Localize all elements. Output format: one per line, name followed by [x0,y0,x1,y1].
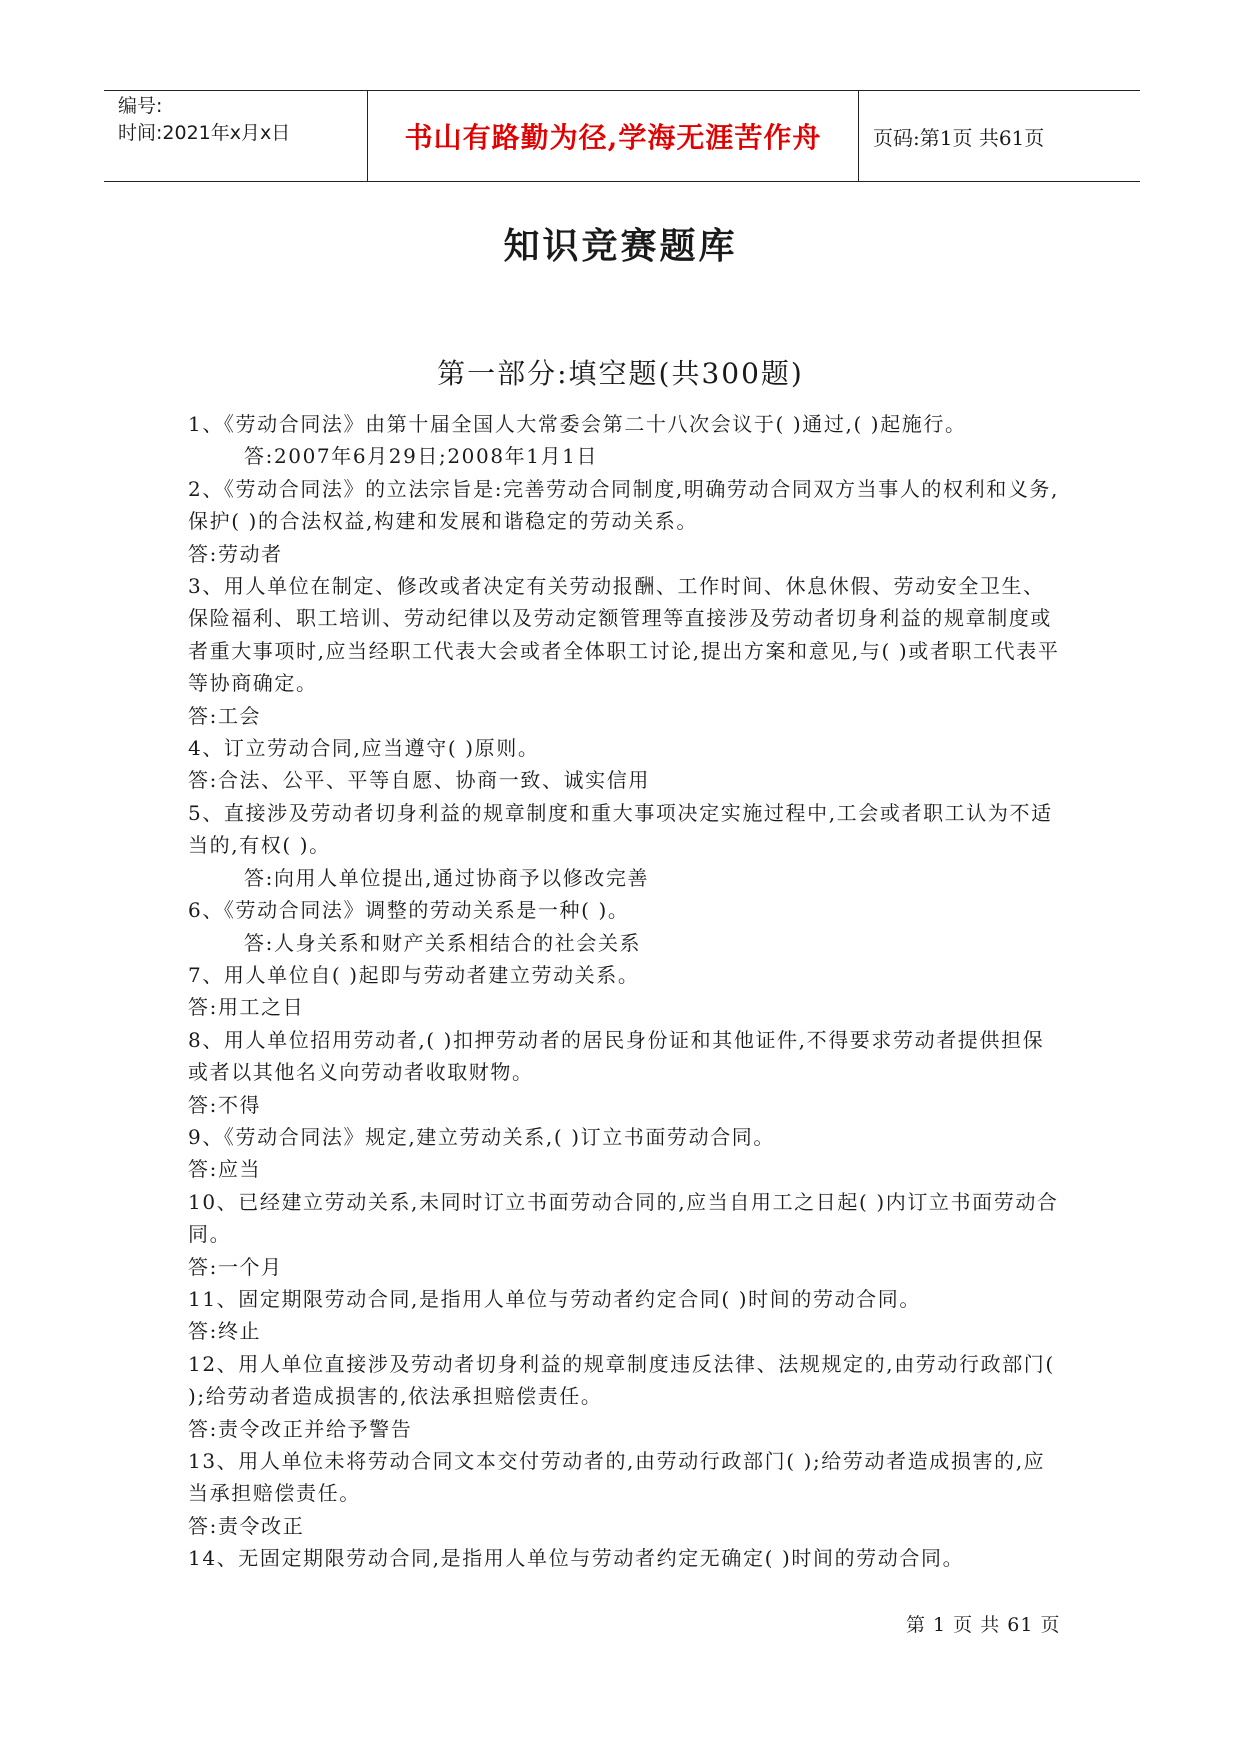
answer-text: 答:向用人单位提出,通过协商予以修改完善 [244,865,650,890]
header-time-label: 时间:2021年x月x日 [118,122,291,144]
answer-text: 答:劳动者 [188,541,283,566]
question-text: 11、固定期限劳动合同,是指用人单位与劳动者约定合同( )时间的劳动合同。 [188,1286,921,1311]
question-text: 6、《劳动合同法》调整的劳动关系是一种( )。 [188,898,630,923]
question-text: 7、用人单位自( )起即与劳动者建立劳动关系。 [188,962,640,987]
header-number-label: 编号: [118,95,163,117]
answer-text: 答:用工之日 [188,995,305,1020]
answer-text: 答:责令改正并给予警告 [188,1416,413,1441]
answer-text: 答:2007年6月29日;2008年1月1日 [244,444,599,469]
question-text: 9、《劳动合同法》规定,建立劳动关系,( )订立书面劳动合同。 [188,1124,776,1149]
page-header [104,90,1140,182]
answer-text: 答:责令改正 [188,1513,305,1538]
header-meta [104,91,367,181]
answer-text: 答:人身关系和财产关系相结合的社会关系 [244,930,642,955]
answer-text: 答:一个月 [188,1254,283,1279]
page-footer: 第 1 页 共 61 页 [906,1614,1061,1636]
answer-text: 答:工会 [188,703,262,728]
answer-text: 答:终止 [188,1319,262,1344]
question-text: 13、用人单位未将劳动合同文本交付劳动者的,由劳动行政部门( );给劳动者造成损害的,应当承担赔偿责任。 [188,1449,1046,1506]
question-text: 1、《劳动合同法》由第十届全国人大常委会第二十八次会议于( )通过,( )起施行。 [188,412,967,436]
question-text: 8、用人单位招用劳动者,( )扣押劳动者的居民身份证和其他证件,不得要求劳动者提供担保或者以其他名义向劳动者收取财物。 [188,1027,1045,1085]
question-text: 2、《劳动合同法》的立法宗旨是:完善劳动合同制度,明确劳动合同双方当事人的权利和义务,保护( )的合法权益,构建和发展和谐稳定的劳动关系。 [188,476,1059,534]
answer-text: 答:应当 [188,1157,262,1182]
header-motto: 书山有路勤为径,学海无涯苦作舟 [367,91,859,181]
answer-text: 答:合法、公平、平等自愿、协商一致、诚实信用 [188,768,650,793]
question-text: 3、用人单位在制定、修改或者决定有关劳动报酬、工作时间、休息休假、劳动安全卫生、保险福利、职工培训、劳动纪律以及劳动定额管理等直接涉及劳动者切身利益的规章制度或者重大事项时,应当经职工代表大会或者全体职工讨论,提出方案和意见,与( )或者职工代表平等协商确定。 [188,574,1060,696]
header-page-label: 页码:第1页 共61页 [873,125,1045,150]
question-text: 5、直接涉及劳动者切身利益的规章制度和重大事项决定实施过程中,工会或者职工认为不适当的,有权( )。 [188,800,1053,858]
question-text: 10、已经建立劳动关系,未同时订立书面劳动合同的,应当自用工之日起( )内订立书面劳动合同。 [188,1189,1059,1247]
question-text: 14、无固定期限劳动合同,是指用人单位与劳动者约定无确定( )时间的劳动合同。 [188,1546,965,1571]
question-text: 12、用人单位直接涉及劳动者切身利益的规章制度违反法律、法规规定的,由劳动行政部门( );给劳动者造成损害的,依法承担赔偿责任。 [188,1351,1055,1409]
question-list [188,408,1060,1575]
answer-text: 答:不得 [188,1092,262,1117]
question-text: 4、订立劳动合同,应当遵守( )原则。 [188,736,540,761]
section-title: 第一部分:填空题(共300题) [437,357,804,390]
document-title: 知识竞赛题库 [503,225,738,267]
